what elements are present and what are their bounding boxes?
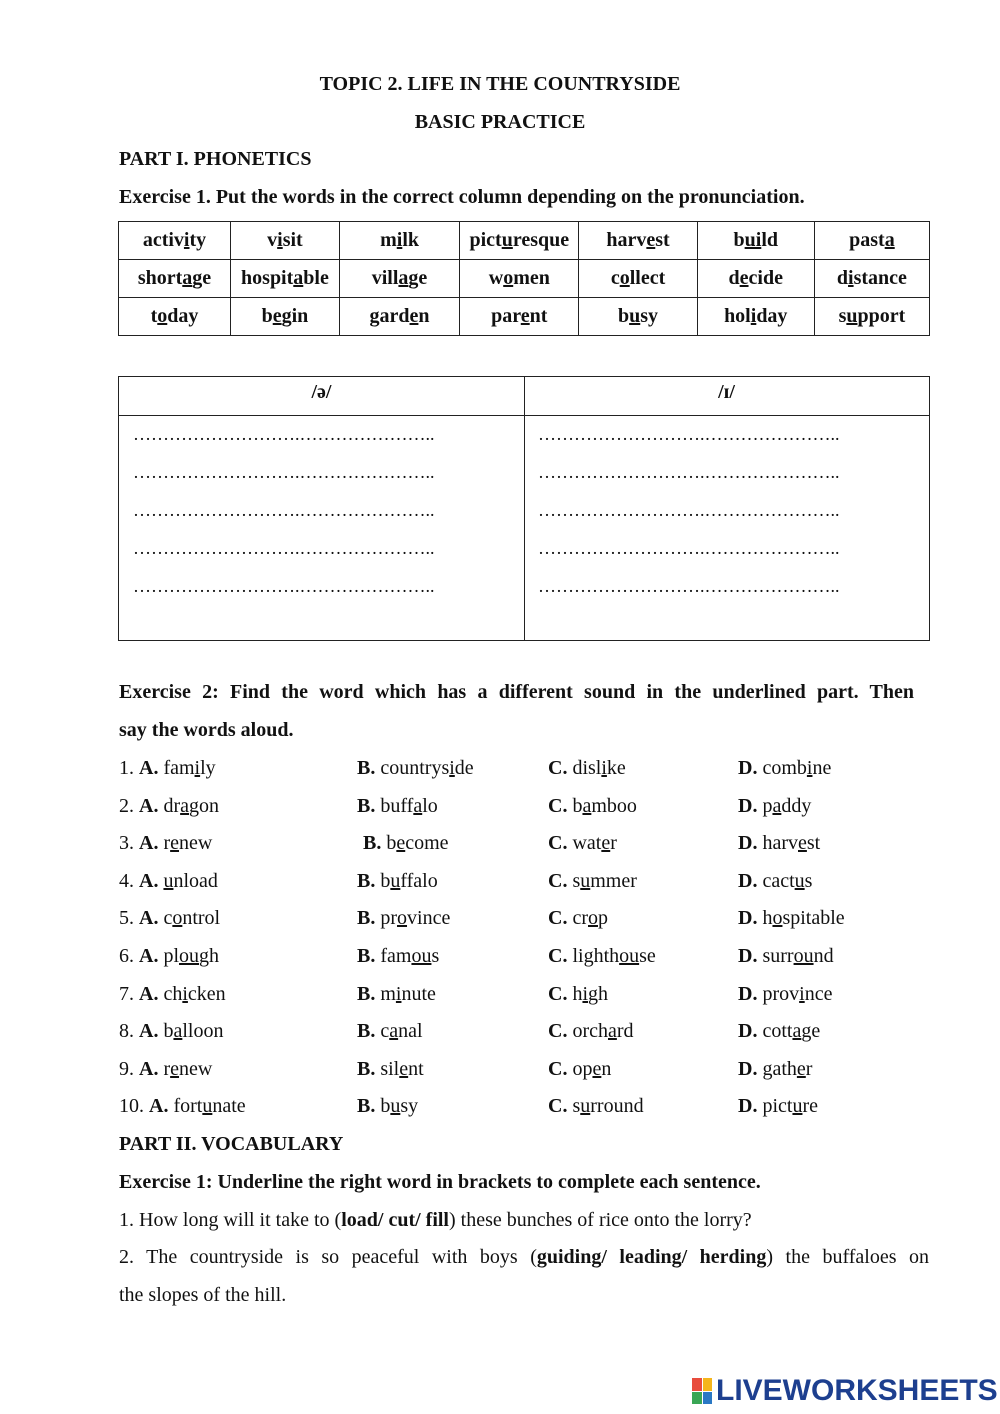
option-word: family [163, 757, 216, 779]
sentence-2-end: ) the buffaloes on [766, 1246, 930, 1268]
option-word: cactus [762, 869, 813, 892]
question-2-option-d[interactable] [738, 795, 811, 818]
question-number: 7. [119, 982, 139, 1005]
option-word: province [380, 907, 451, 930]
option-word: paddy [762, 794, 812, 817]
question-9-option-d[interactable] [738, 1058, 812, 1081]
word-text: garden [369, 305, 430, 327]
option-word: dragon [163, 794, 220, 817]
option-letter: A. [139, 832, 164, 855]
question-1-option-c[interactable] [548, 757, 626, 780]
question-9-option-b[interactable] [357, 1058, 424, 1081]
question-7-option-d[interactable] [738, 983, 832, 1006]
option-word: surround [572, 1095, 644, 1118]
question-number: 6. [119, 945, 139, 967]
logo-icon-square [703, 1378, 713, 1391]
option-word: gather [762, 1057, 813, 1080]
question-3-option-d[interactable] [738, 832, 820, 855]
word-cell[interactable] [460, 260, 579, 298]
word-text: village [371, 267, 428, 289]
word-cell[interactable] [119, 298, 231, 336]
option-word: plough [163, 945, 220, 967]
option-letter: C. [548, 832, 573, 855]
option-letter: D. [738, 1057, 763, 1080]
option-letter: A. [139, 907, 164, 930]
vocab-ex1-instruction: Exercise 1: Underline the right word in brackets to complete each sentence. [119, 1171, 761, 1193]
question-10-option-b[interactable] [357, 1095, 418, 1118]
word-cell[interactable] [119, 222, 231, 260]
question-number: 2. [119, 794, 139, 817]
option-letter: C. [548, 907, 573, 930]
option-word: balloon [163, 1020, 224, 1043]
option-letter: C. [548, 1057, 573, 1080]
option-word: busy [380, 1095, 419, 1118]
sentence-2-options[interactable]: guiding/ leading/ herding [536, 1246, 767, 1268]
question-4-option-d[interactable] [738, 870, 812, 893]
question-9-option-c[interactable] [548, 1058, 611, 1081]
question-number: 9. [119, 1057, 139, 1080]
sentence-2-start: 2. The countryside is so peaceful with boys ( [119, 1246, 537, 1268]
option-word: chicken [163, 982, 226, 1005]
word-text: holiday [724, 305, 788, 327]
question-4-option-b[interactable] [357, 870, 438, 893]
question-number: 8. [119, 1020, 139, 1043]
option-letter: B. [357, 945, 381, 967]
option-word: become [386, 832, 449, 855]
answer-line[interactable]: ……………………….………………….. [133, 424, 435, 444]
option-word: renew [163, 1057, 213, 1080]
option-word: surround [762, 945, 834, 967]
answer-line[interactable]: ……………………….………………….. [133, 538, 435, 558]
question-6-option-a[interactable] [119, 945, 219, 968]
answer-line[interactable]: ……………………….………………….. [538, 462, 840, 482]
word-text: decide [728, 267, 783, 289]
word-cell[interactable] [579, 222, 697, 260]
question-2-option-c[interactable] [548, 795, 637, 818]
word-table-row [119, 260, 930, 298]
question-10-option-c[interactable] [548, 1095, 644, 1118]
sentence-1-start: 1. How long will it take to ( [119, 1209, 342, 1231]
option-letter: B. [357, 1095, 381, 1118]
option-word: combine [762, 757, 832, 779]
option-letter: D. [738, 794, 763, 817]
option-letter: C. [548, 869, 573, 892]
word-text: visit [267, 229, 303, 251]
word-text: busy [618, 305, 659, 327]
word-text: hospitable [241, 267, 329, 289]
word-cell[interactable] [460, 222, 579, 260]
option-letter: B. [363, 832, 387, 855]
word-text: support [838, 305, 906, 327]
option-letter: C. [548, 1020, 573, 1043]
question-8-option-c[interactable] [548, 1020, 634, 1043]
sentence-2 [119, 1246, 929, 1269]
question-7-option-c[interactable] [548, 983, 608, 1006]
option-word: crop [572, 907, 608, 930]
column-divider [524, 377, 525, 640]
option-word: hospitable [762, 907, 845, 930]
option-word: water [572, 832, 617, 855]
answer-line[interactable]: ……………………….………………….. [133, 462, 435, 482]
option-letter: C. [548, 982, 573, 1005]
option-word: buffalo [380, 869, 438, 892]
option-letter: B. [357, 907, 381, 930]
ex2-instruction-line2: say the words aloud. [119, 719, 294, 741]
question-number: 1. [119, 757, 139, 779]
word-cell[interactable] [697, 298, 814, 336]
option-word: unload [163, 869, 218, 892]
logo-icon-square [703, 1392, 713, 1405]
word-text: harvest [606, 229, 670, 251]
option-word: summer [572, 869, 637, 892]
question-9-option-a[interactable] [119, 1058, 212, 1081]
logo-text: LIVEWORKSHEETS [716, 1374, 998, 1407]
option-letter: C. [548, 1095, 573, 1118]
logo-icon-square [692, 1392, 702, 1405]
word-text: today [150, 305, 199, 327]
answer-line[interactable]: ……………………….………………….. [538, 500, 840, 520]
option-word: fortunate [173, 1095, 246, 1118]
option-word: renew [163, 832, 213, 855]
option-word: famous [380, 945, 440, 967]
question-5-option-d[interactable] [738, 907, 845, 930]
question-1-option-a[interactable] [119, 757, 216, 780]
option-letter: C. [548, 794, 573, 817]
word-text: milk [380, 229, 419, 251]
question-5-option-b[interactable] [357, 907, 450, 930]
word-table-row [119, 222, 930, 260]
option-word: buffalo [380, 794, 438, 817]
option-letter: A. [139, 757, 164, 779]
question-8-option-d[interactable] [738, 1020, 820, 1043]
option-letter: A. [149, 1095, 174, 1118]
option-word: cottage [762, 1020, 821, 1043]
option-word: province [762, 982, 833, 1005]
sentence-1-end: ) these bunches of rice onto the lorry? [449, 1209, 752, 1231]
answer-line[interactable]: ……………………….………………….. [538, 538, 840, 558]
word-cell[interactable] [231, 222, 340, 260]
option-letter: B. [357, 869, 381, 892]
liveworksheets-logo [692, 1374, 998, 1408]
option-word: high [572, 982, 609, 1005]
option-word: harvest [762, 832, 821, 855]
logo-icon-square [692, 1378, 702, 1391]
word-text: build [733, 229, 778, 251]
part2-heading: PART II. VOCABULARY [119, 1133, 344, 1155]
word-cell[interactable] [119, 260, 231, 298]
option-letter: D. [738, 1020, 763, 1043]
option-letter: C. [548, 757, 573, 779]
word-cell[interactable] [579, 298, 697, 336]
col-schwa-header: /ə/ [119, 377, 524, 416]
question-5-option-c[interactable] [548, 907, 608, 930]
ex1-instruction: Exercise 1. Put the words in the correct column depending on the pronunciation. [119, 186, 805, 208]
question-10-option-d[interactable] [738, 1095, 818, 1118]
option-letter: B. [357, 1020, 381, 1043]
question-2-option-a[interactable] [119, 795, 219, 818]
question-7-option-a[interactable] [119, 983, 226, 1006]
option-letter: D. [738, 1095, 763, 1118]
word-cell[interactable] [339, 260, 459, 298]
sentence-1-options[interactable]: load/ cut/ fill [341, 1209, 449, 1231]
option-letter: B. [357, 794, 381, 817]
question-number: 5. [119, 907, 139, 930]
word-text: shortage [137, 267, 212, 289]
option-word: countryside [380, 757, 474, 779]
option-letter: B. [357, 1057, 381, 1080]
liveworksheets-icon [692, 1378, 712, 1404]
word-cell[interactable] [697, 260, 814, 298]
option-letter: D. [738, 982, 763, 1005]
question-number: 10. [119, 1095, 149, 1118]
word-cell[interactable] [231, 298, 340, 336]
option-word: picture [762, 1095, 818, 1118]
word-text: distance [836, 267, 907, 289]
answer-line[interactable]: ……………………….………………….. [538, 424, 840, 444]
word-text: women [488, 267, 550, 289]
word-cell[interactable] [814, 298, 929, 336]
word-text: activity [142, 229, 207, 251]
answer-line[interactable]: ……………………….………………….. [133, 500, 435, 520]
option-word: open [572, 1057, 612, 1080]
option-letter: D. [738, 869, 763, 892]
sentence-2-line2: the slopes of the hill. [119, 1284, 287, 1306]
sound-columns-table [118, 376, 930, 641]
option-word: minute [380, 982, 436, 1005]
word-cell[interactable] [339, 298, 459, 336]
option-word: canal [380, 1020, 423, 1043]
option-word: bamboo [572, 794, 637, 817]
question-8-option-b[interactable] [357, 1020, 423, 1043]
option-letter: D. [738, 832, 763, 855]
question-6-option-c[interactable] [548, 945, 656, 968]
option-letter: B. [357, 757, 381, 779]
question-number: 3. [119, 832, 139, 855]
word-table [118, 221, 930, 336]
answer-line[interactable]: ……………………….………………….. [538, 576, 840, 596]
page-subtitle: BASIC PRACTICE [414, 111, 586, 133]
option-letter: D. [738, 907, 763, 930]
option-word: dislike [572, 757, 626, 779]
option-word: silent [380, 1057, 424, 1080]
question-3-option-a[interactable] [119, 832, 212, 855]
answer-line[interactable]: ……………………….………………….. [133, 576, 435, 596]
question-8-option-a[interactable] [119, 1020, 223, 1043]
question-6-option-d[interactable] [738, 945, 834, 968]
word-text: picturesque [469, 229, 570, 251]
word-text: pasta [849, 229, 895, 251]
question-number: 4. [119, 869, 139, 892]
option-word: control [163, 907, 221, 930]
word-text: parent [491, 305, 548, 327]
question-4-option-c[interactable] [548, 870, 637, 893]
word-cell[interactable] [579, 260, 697, 298]
word-text: begin [261, 305, 309, 327]
word-text: collect [610, 267, 666, 289]
part1-heading: PART I. PHONETICS [119, 148, 312, 170]
option-letter: B. [357, 982, 381, 1005]
option-letter: A. [139, 982, 164, 1005]
option-letter: A. [139, 1020, 164, 1043]
ex2-instruction-line1: Exercise 2: Find the word which has a different sound in the underlined part. Then [119, 681, 914, 703]
option-letter: D. [738, 757, 763, 779]
option-letter: A. [139, 1057, 164, 1080]
question-5-option-a[interactable] [119, 907, 220, 930]
word-cell[interactable] [697, 222, 814, 260]
option-letter: A. [139, 869, 164, 892]
question-3-option-b[interactable] [363, 832, 449, 855]
sentence-1 [119, 1209, 752, 1232]
word-cell[interactable] [460, 298, 579, 336]
word-cell[interactable] [814, 260, 929, 298]
question-1-option-b[interactable] [357, 757, 474, 780]
word-cell[interactable] [339, 222, 459, 260]
option-word: orchard [572, 1020, 634, 1043]
option-word: lighthouse [572, 945, 656, 967]
col-short-i-header: /ɪ/ [524, 377, 929, 416]
option-letter: A. [139, 945, 164, 967]
question-3-option-c[interactable] [548, 832, 617, 855]
word-cell[interactable] [814, 222, 929, 260]
question-1-option-d[interactable] [738, 757, 831, 780]
word-cell[interactable] [231, 260, 340, 298]
option-letter: D. [738, 945, 763, 967]
option-letter: A. [139, 794, 164, 817]
question-6-option-b[interactable] [357, 945, 439, 968]
page-title: TOPIC 2. LIFE IN THE COUNTRYSIDE [319, 73, 681, 95]
word-table-row [119, 298, 930, 336]
question-7-option-b[interactable] [357, 983, 436, 1006]
question-4-option-a[interactable] [119, 870, 218, 893]
question-2-option-b[interactable] [357, 795, 438, 818]
option-letter: C. [548, 945, 573, 967]
question-10-option-a[interactable] [119, 1095, 246, 1118]
